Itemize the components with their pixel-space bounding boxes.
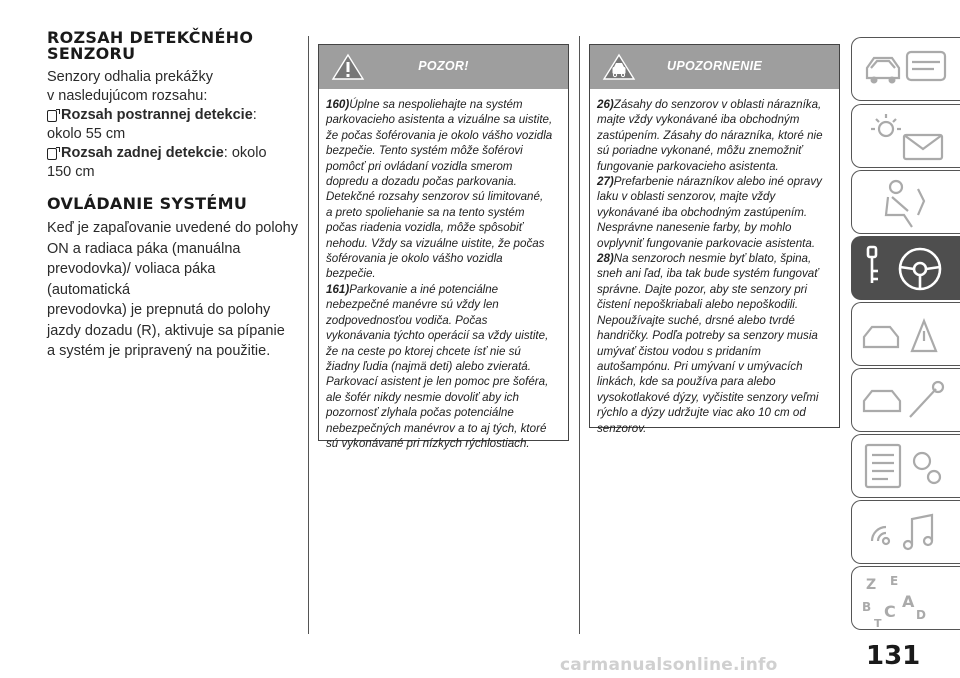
car-emergency-icon xyxy=(852,303,960,367)
multimedia-icon xyxy=(852,501,960,565)
svg-text:B: B xyxy=(862,600,872,614)
warning-title: POZOR! xyxy=(418,59,469,73)
watermark: carmanualsonline.info xyxy=(560,655,778,675)
svg-text:E: E xyxy=(890,574,899,588)
text-line: vykonávané iba obchodným zastúpením. xyxy=(597,205,808,219)
item-number: 160) xyxy=(326,98,350,111)
text-line: jazdy dozadu (R), aktivuje sa pípanie xyxy=(47,322,285,339)
alphabetical-index-icon xyxy=(852,567,960,631)
bullet-continuation: 150 cm xyxy=(47,164,95,180)
column-divider xyxy=(308,36,309,634)
text-line: nebezpečných manévrov a to aj tých, ktoré xyxy=(326,421,547,435)
notice-body xyxy=(590,89,839,442)
warning-item-160 xyxy=(326,97,562,112)
heading-line: ROZSAH DETEKČNÉHO xyxy=(47,28,254,47)
text-line: sneh ani ľad, iba tak bude systém fungovať xyxy=(597,267,819,281)
notice-item-26 xyxy=(597,97,833,112)
text-line: linkách, kde sa používa para alebo xyxy=(597,375,776,389)
text-line: nebezpečné manévre sú vždy len xyxy=(326,298,499,312)
item-number: 161) xyxy=(326,282,350,296)
text-line: ovplyvniť fungovanie parkovacie asistenta. xyxy=(597,236,816,250)
text-line: nehodu. Vždy sa vizuálne uistite, že počas xyxy=(326,236,545,250)
text-line: dopredu a dozadu počas parkovania. xyxy=(326,175,517,189)
notice-title: UPOZORNENIE xyxy=(667,59,762,73)
warning-item-161 xyxy=(326,282,562,297)
notice-item-27 xyxy=(597,174,833,189)
text-line: Senzory odhalia prekážky xyxy=(47,69,214,85)
text-line: v nasledujúcom rozsahu: xyxy=(47,88,208,104)
text-line: laku v oblasti senzorov, majte vždy xyxy=(597,190,776,204)
text-line: fungovanie parkovacieho asistenta. xyxy=(597,159,779,173)
notice-header xyxy=(590,45,839,89)
text-line: bezpečie. Tento systém môže šoférovi xyxy=(326,144,523,158)
text-line: zastúpením. Zásahy do nárazníka, ktoré nie xyxy=(597,128,823,142)
text-line: a systém je pripravený na použitie. xyxy=(47,343,271,359)
seat-airbag-icon xyxy=(852,171,960,235)
text-line: prevodovka)/ voliaca páka (automatická xyxy=(47,261,216,298)
svg-text:T: T xyxy=(874,617,882,630)
text-line: sú vykonávané pri nízkych rýchlostiach. xyxy=(326,436,530,450)
svg-text:A: A xyxy=(902,592,915,611)
text-line: čistení nepoškriabali alebo nepoškodili. xyxy=(597,298,799,312)
text-line: majte vždy vykonávané iba obchodným xyxy=(597,113,800,127)
page-number: 131 xyxy=(866,641,921,671)
warning-header xyxy=(319,45,568,89)
section-heading-system-control: OVLÁDANIE SYSTÉMU xyxy=(47,194,248,213)
text-line: pozornosť zlyhala počas potenciálne xyxy=(326,406,514,420)
text-line: Keď je zapaľovanie uvedené do polohy xyxy=(47,220,298,236)
text-line: Parkovací asistent je len pomoc pre šoféra, xyxy=(326,375,549,389)
warning-box xyxy=(318,44,569,450)
bullet-continuation: okolo 55 cm xyxy=(47,126,126,142)
text-line: umývať čistou vodou s pridaním xyxy=(597,344,761,358)
item-number: 27) xyxy=(597,175,614,189)
tab-maintenance[interactable] xyxy=(851,368,960,432)
tab-key-steering-wheel[interactable] xyxy=(851,236,960,300)
notice-box xyxy=(589,44,840,435)
warning-lights-message-icon xyxy=(852,105,960,169)
text-line: sú poriadne vykonané, môžu znemožniť xyxy=(597,144,803,158)
text-line: autošampónu. Pri umývaní v umývacích xyxy=(597,359,803,373)
bullet-label: Rozsah zadnej detekcie xyxy=(61,145,224,161)
tab-emergency[interactable] xyxy=(851,302,960,366)
bullet-label: Rozsah postrannej detekcie xyxy=(61,107,253,123)
text-line: senzorov. xyxy=(597,421,647,435)
svg-text:Z: Z xyxy=(866,577,877,593)
heading-line: SENZORU xyxy=(47,44,136,63)
text-line: vykonávania týchto operácií sa vždy uistite, xyxy=(326,329,549,343)
section-heading-detection-range xyxy=(47,30,299,62)
bullet-square-icon xyxy=(47,110,57,122)
svg-text:C: C xyxy=(884,602,896,621)
text-line: že na ceste po ktorej chcete ísť nie sú xyxy=(326,344,521,358)
text-line: Úplne sa nespoliehajte na systém xyxy=(349,98,523,111)
text-line: Detekčné rozsahy senzorov sú limitované, xyxy=(326,190,544,204)
text-line: Nesprávne nanesenie farby, by mohlo xyxy=(597,221,792,235)
left-column xyxy=(47,30,299,362)
text-line: Prefarbenie nárazníkov alebo iné opravy xyxy=(613,175,822,189)
text-line: šoférovania je okolo vášho vozidla xyxy=(326,252,503,266)
bullet-text: : xyxy=(252,107,257,123)
text-line: a preto spoliehanie sa na tento systém xyxy=(326,205,525,219)
notice-item-28 xyxy=(597,251,833,266)
text-line: rýchlo a dýzy udržujte viac ako 10 cm od xyxy=(597,406,806,420)
tab-warning-lights[interactable] xyxy=(851,104,960,168)
text-line: vysokotlakové dýzy, vyčistite senzory veľmi xyxy=(597,390,819,404)
text-line: správne. Dajte pozor, aby ste senzory pri xyxy=(597,282,808,296)
column-divider xyxy=(579,36,580,634)
text-line: že počas šoférovania je okolo vášho vozidla xyxy=(326,128,553,142)
specifications-gears-icon xyxy=(852,435,960,499)
text-line: prevodovka) je prepnutá do polohy xyxy=(47,302,271,318)
text-line: žiadny ľudia (najmä deti) alebo zvieratá. xyxy=(326,359,531,373)
key-steering-wheel-icon xyxy=(852,237,960,301)
svg-text:D: D xyxy=(916,608,926,622)
text-line: Zásahy do senzorov v oblasti nárazníka, xyxy=(613,98,822,111)
system-control-text xyxy=(47,218,299,362)
car-maintenance-icon xyxy=(852,369,960,433)
text-line: pomôcť pri ovládaní vozidla smerom xyxy=(326,159,513,173)
car-dashboard-icon xyxy=(852,38,960,102)
text-line: počas riadenia vozidla, môže spôsobiť xyxy=(326,221,523,235)
bullet-rear-range xyxy=(47,144,299,163)
text-line: Nepoužívajte suché, drsné alebo tvrdé xyxy=(597,313,795,327)
tab-multimedia[interactable] xyxy=(851,500,960,564)
tab-seat-airbag[interactable] xyxy=(851,170,960,234)
tab-car-dashboard[interactable] xyxy=(851,37,960,101)
text-line: ON a radiaca páka (manuálna xyxy=(47,240,241,257)
intro-text xyxy=(47,68,299,182)
item-number: 28) xyxy=(597,252,614,266)
item-number: 26) xyxy=(597,98,614,111)
text-line: zodpovednosťou vodiča. Počas xyxy=(326,313,488,327)
text-line: Na senzoroch nesmie byť blato, špina, xyxy=(613,252,812,266)
warning-body xyxy=(319,89,568,457)
text-line: parkovacieho asistenta a vizuálne sa uistite, xyxy=(326,113,553,127)
text-line: Parkovanie a iné potenciálne xyxy=(349,282,499,296)
text-line: handričky. Podľa potreby sa senzory musia xyxy=(597,329,818,343)
tab-index[interactable] xyxy=(851,566,960,630)
bullet-side-range xyxy=(47,106,299,125)
text-line: ale šofér nikdy nesmie dovoliť aby ich xyxy=(326,390,519,404)
bullet-square-icon xyxy=(47,148,57,160)
tab-specifications[interactable] xyxy=(851,434,960,498)
text-line: bezpečie. xyxy=(326,267,376,281)
bullet-text: : okolo xyxy=(223,145,267,161)
